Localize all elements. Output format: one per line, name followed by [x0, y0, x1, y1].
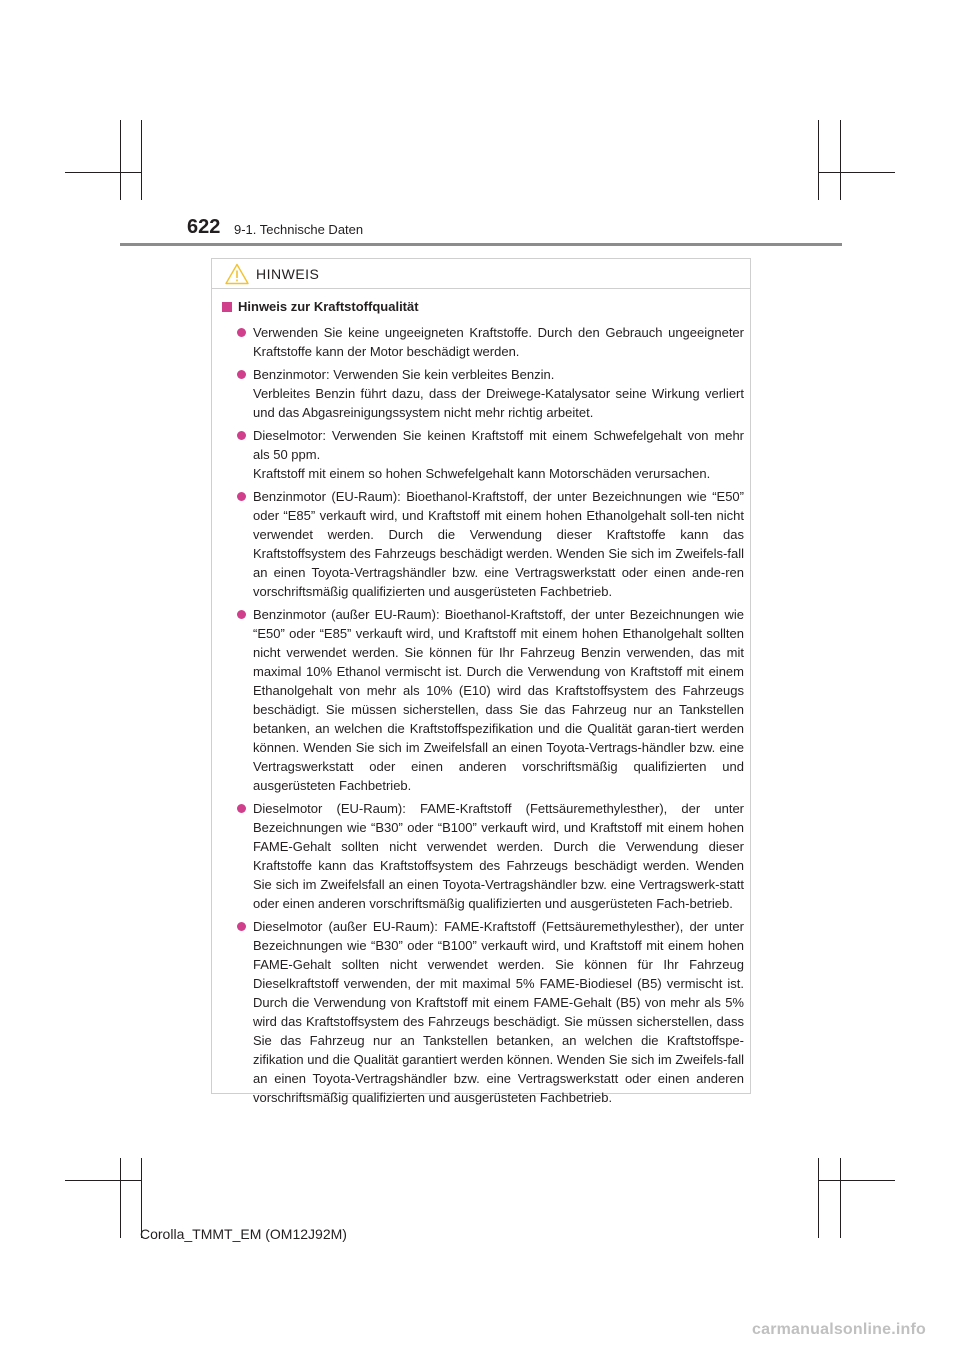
list-item	[222, 365, 744, 422]
crop-mark	[120, 120, 121, 200]
notice-title: HINWEIS	[256, 266, 320, 282]
crop-mark	[120, 1158, 121, 1238]
crop-mark	[65, 1180, 141, 1181]
crop-mark	[818, 1180, 895, 1181]
list-item	[222, 323, 744, 361]
notice-body	[222, 299, 744, 1107]
crop-mark	[818, 120, 819, 200]
list-item	[222, 487, 744, 601]
list-item-text: Kraftstoff mit einem so hohen Schwefelgehalt kann Motorschäden verursachen.	[253, 466, 711, 481]
list-item-text: Benzinmotor (EU-Raum): Bioethanol-Kraftstoff, der unter Bezeichnungen wie “E50” oder “E85” verkauft wird, und Kraftstoff mit einem hohen Ethanolgehalt soll-ten nicht verwendet werden. Durch die Verwendung dieser Kraftstoffe kann das Kraftstoffsystem des Fahrzeugs beschädigt werden. Wenden Sie sich im Zweifels-fall an einen Toyota-Vertragshändler bzw. eine Vertragswerkstatt oder einen ande-ren vorschriftsmäßig qualifizierten und ausgerüsteten Fachbetrieb.	[253, 489, 744, 599]
circle-bullet-icon	[237, 328, 246, 337]
notice-box	[211, 258, 751, 1105]
crop-mark	[818, 1158, 819, 1238]
list-item-text: Verwenden Sie keine ungeeigneten Kraftstoffe. Durch den Gebrauch ungeeigneter Kraftstoffe kann der Motor beschädigt werden.	[253, 325, 744, 359]
crop-mark	[818, 172, 895, 173]
notice-heading	[222, 299, 744, 319]
crop-mark	[65, 172, 141, 173]
circle-bullet-icon	[237, 370, 246, 379]
list-item	[222, 917, 744, 1107]
watermark: carmanualsonline.info	[752, 1321, 927, 1338]
list-item-text: Benzinmotor (außer EU-Raum): Bioethanol-Kraftstoff, der unter Bezeichnungen wie “E50” oder “E85” verkauft wird, und Kraftstoff mit einem hohen Ethanolgehalt sollten nicht verwendet werden. Sie können für Ihr Fahrzeug Benzin verwenden, das mit maximal 10% Ethanol vermischt ist. Durch die Verwendung von Kraftstoff mit einem Ethanolgehalt von mehr als 10% (E10) wird das Kraftstoffsystem des Fahrzeugs beschädigt. Sie müssen sicherstellen, dass Sie das Fahrzeug nur an Tankstellen betanken, an welchen die Kraftstoffspezifikation und die Qualität garan-tiert werden können. Wenden Sie sich im Zweifelsfall an einen Toyota-Vertrags-händler bzw. eine Vertragswerkstatt oder einen anderen vorschriftsmäßig qualifizierten und ausgerüsteten Fachbetrieb.	[253, 607, 744, 793]
square-bullet-icon	[222, 302, 232, 312]
list-item	[222, 426, 744, 483]
list-item-text: Benzinmotor: Verwenden Sie kein verbleites Benzin.	[253, 367, 555, 382]
circle-bullet-icon	[237, 431, 246, 440]
list-item	[222, 605, 744, 795]
warning-triangle-icon	[225, 263, 249, 285]
crop-mark	[840, 120, 841, 200]
circle-bullet-icon	[237, 492, 246, 501]
circle-bullet-icon	[237, 922, 246, 931]
list-item-text: Dieselmotor (EU-Raum): FAME-Kraftstoff (Fettsäuremethylesther), der unter Bezeichnungen wie “B30” oder “B100” verkauft wird, und Kraftstoff mit einem hohen FAME-Gehalt sollten nicht verwendet werden. Durch die Verwendung dieser Kraftstoffe kann das Kraftstoffsystem des Fahrzeugs beschädigt werden. Wenden Sie sich im Zweifelsfall an einen Toyota-Vertragshändler bzw. eine Vertragswerk-statt oder einen anderen vorschriftsmäßig qualifizierten und ausgerüsteten Fach-betrieb.	[253, 801, 744, 911]
page-number: 622	[187, 216, 221, 238]
header-divider	[120, 243, 842, 246]
list-item-text: Dieselmotor: Verwenden Sie keinen Kraftstoff mit einem Schwefelgehalt von mehr als 50 ppm.	[253, 428, 744, 462]
crop-mark	[840, 1158, 841, 1238]
circle-bullet-icon	[237, 610, 246, 619]
list-item-text: Verbleites Benzin führt dazu, dass der Dreiwege-Katalysator seine Wirkung verliert und das Abgasreinigungssystem nicht mehr richtig arbeitet.	[253, 386, 744, 420]
section-title: 9-1. Technische Daten	[234, 222, 364, 237]
circle-bullet-icon	[237, 804, 246, 813]
notice-header	[212, 259, 750, 289]
list-item	[222, 799, 744, 913]
notice-heading-text: Hinweis zur Kraftstoffqualität	[238, 299, 419, 314]
document-id: Corolla_TMMT_EM (OM12J92M)	[140, 1226, 347, 1242]
list-item-text: Dieselmotor (außer EU-Raum): FAME-Kraftstoff (Fettsäuremethylesther), der unter Bezeichnungen wie “B30” oder “B100” verkauft wird, und Kraftstoff mit einem hohen FAME-Gehalt sollten nicht verwendet werden. Sie können für Ihr Fahrzeug Dieselkraftstoff verwenden, der mit maximal 5% FAME-Biodiesel (B5) vermischt ist. Durch die Verwendung von Kraftstoff mit einem FAME-Gehalt (B5) von mehr als 5% wird das Kraftstoffsystem des Fahrzeugs beschädigt. Sie müssen sicherstellen, dass Sie das Fahrzeug nur an Tankstellen betanken, an welchen die Kraftstoffspe-zifikation und die Qualität garantiert werden können. Wenden Sie sich im Zweifels-fall an einen Toyota-Vertragshändler bzw. eine Vertragswerkstatt oder einen anderen vorschriftsmäßig qualifizierten und ausgerüsteten Fachbetrieb.	[253, 919, 744, 1105]
crop-mark	[141, 120, 142, 200]
